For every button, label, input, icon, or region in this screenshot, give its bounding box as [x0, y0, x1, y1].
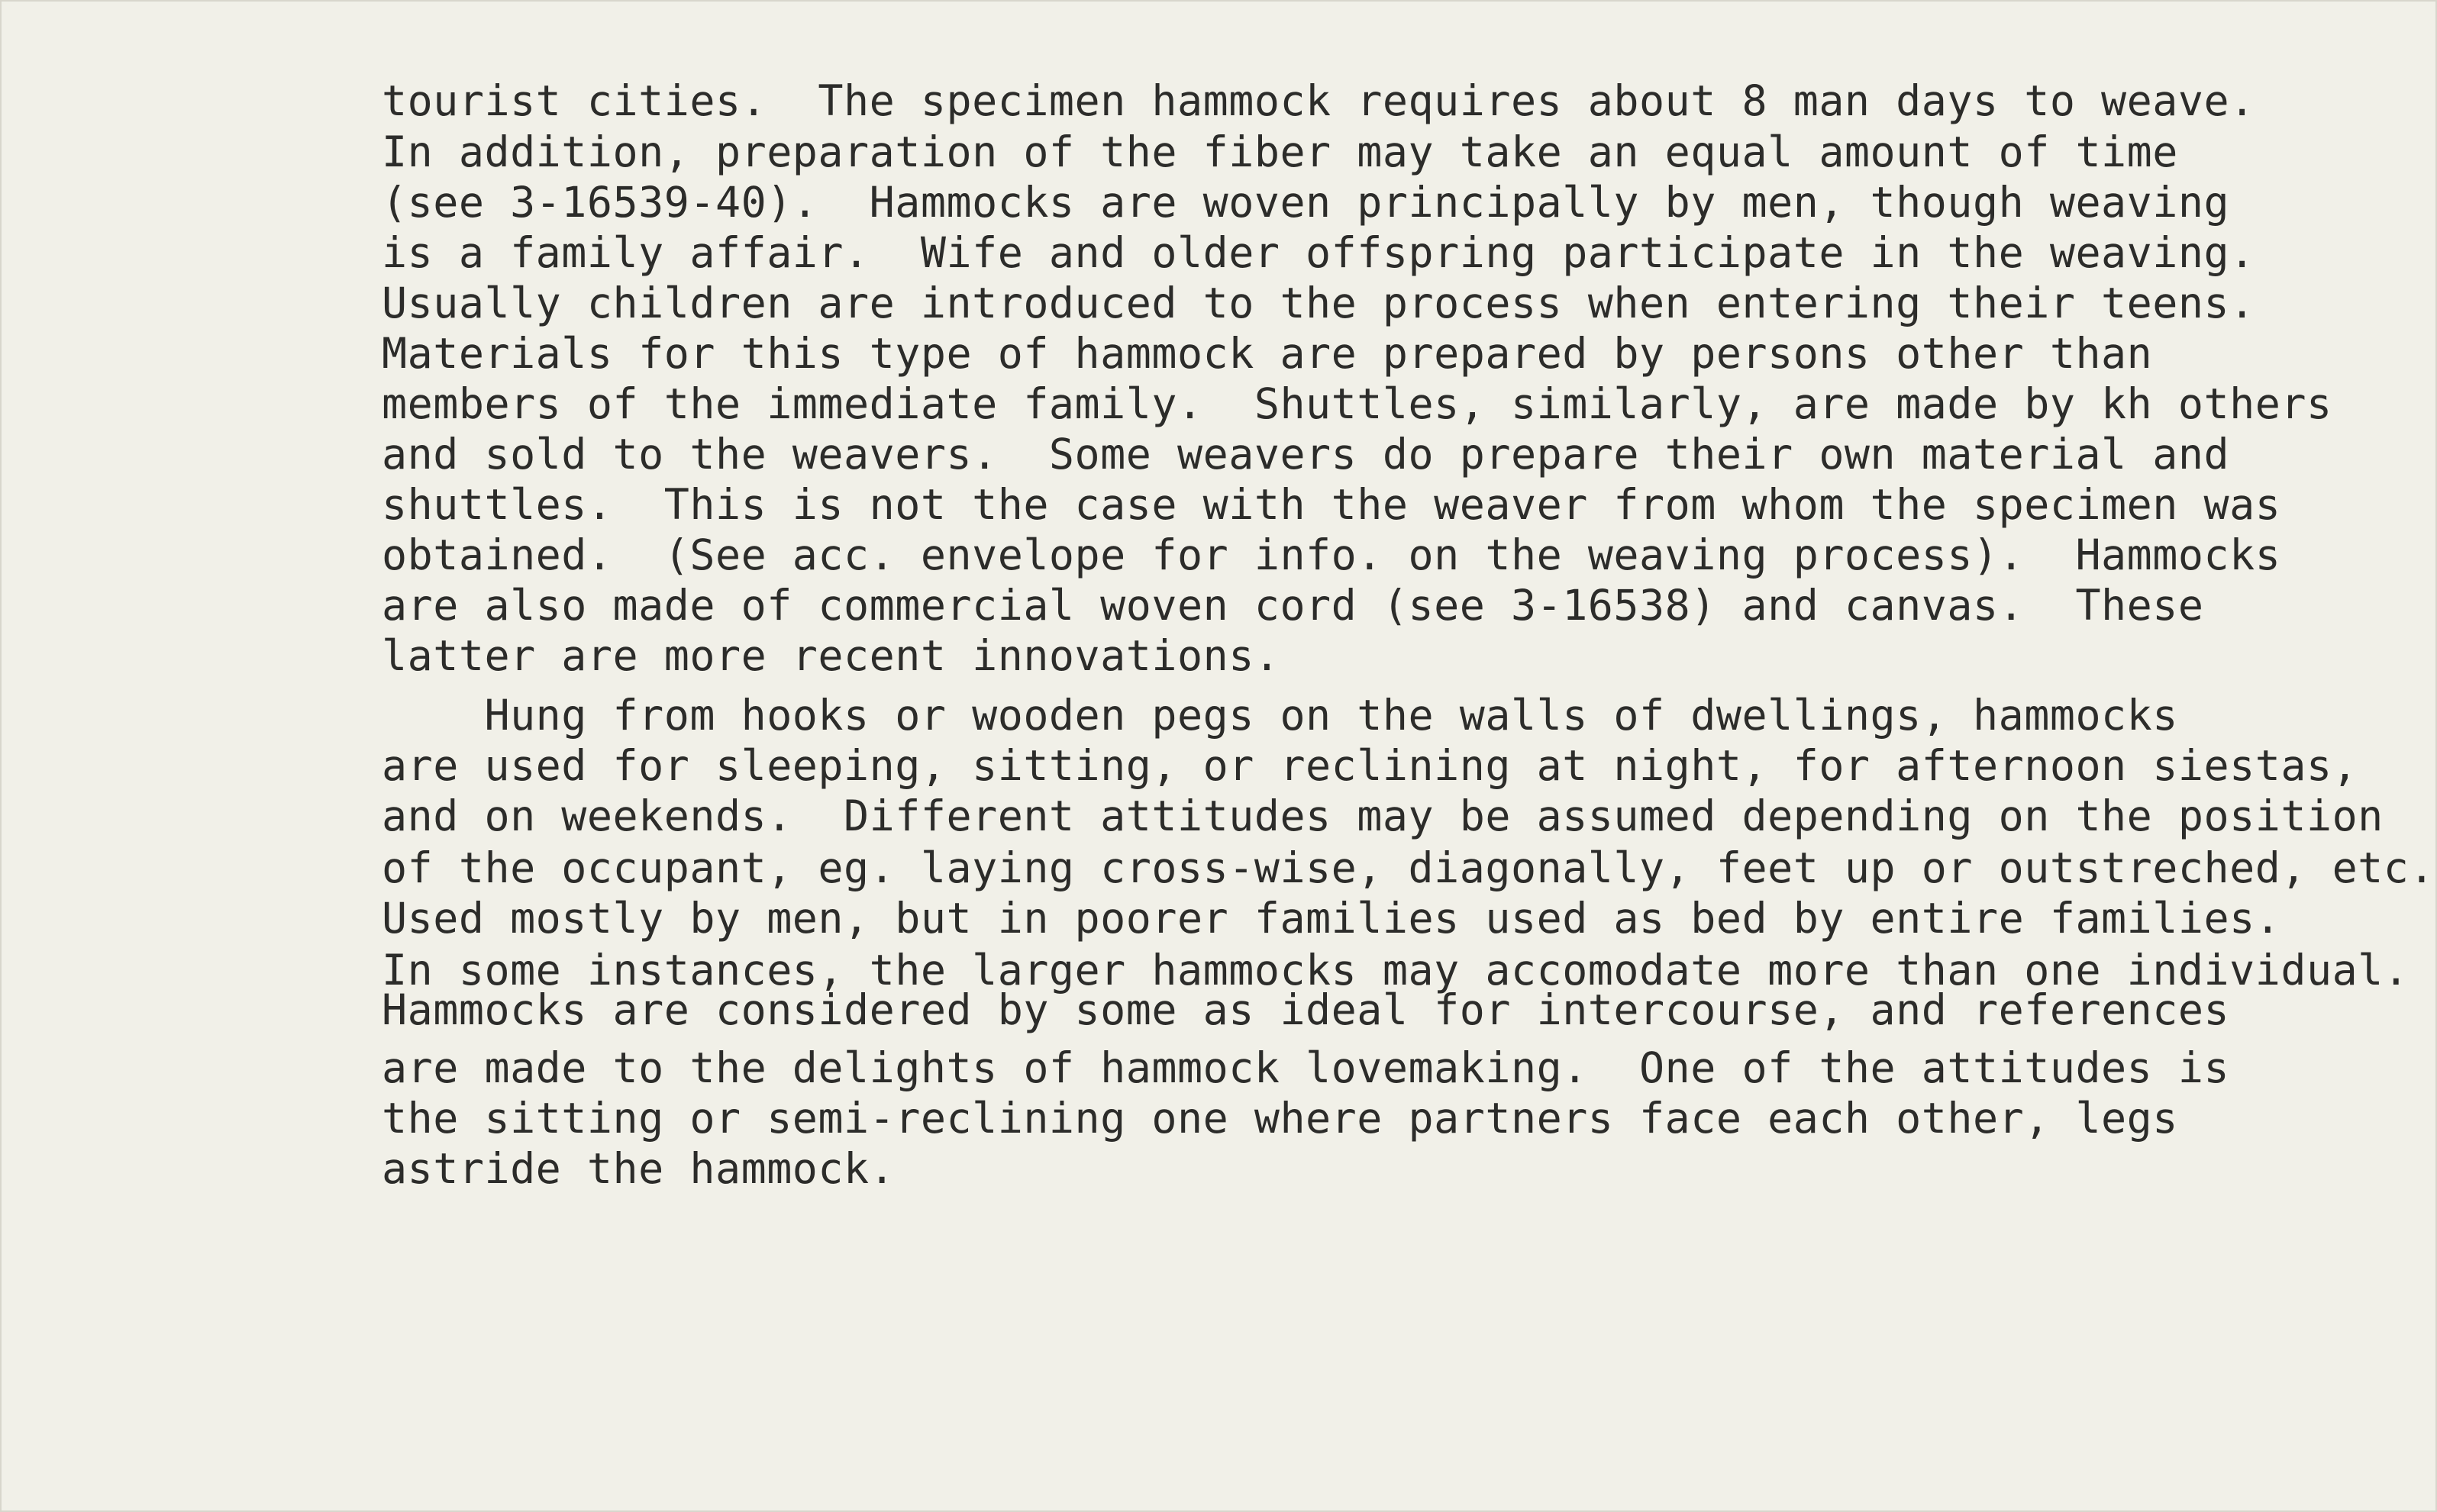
text-line: the sitting or semi-reclining one where partners face each other, legs — [382, 1094, 2178, 1143]
text-line: latter are more recent innovations. — [382, 631, 1280, 680]
text-line: and sold to the weavers. Some weavers do prepare their own material and — [382, 430, 2230, 479]
text-line: Hammocks are considered by some as ideal for intercourse, and references — [382, 985, 2230, 1034]
text-line: Usually children are introduced to the process when entering their teens. — [382, 279, 2255, 327]
text-line: Materials for this type of hammock are prepared by persons other than — [382, 329, 2153, 378]
text-line: obtained. (See acc. envelope for info. on the weaving process). Hammocks — [382, 530, 2281, 579]
text-line: of the occupant, eg. laying cross-wise, diagonally, feet up or outstreched, etc. — [382, 843, 2435, 892]
text-line: and on weekends. Different attitudes may be assumed depending on the position — [382, 791, 2384, 840]
text-line: astride the hammock. — [382, 1144, 896, 1193]
text-line: shuttles. This is not the case with the weaver from whom the specimen was — [382, 480, 2281, 529]
text-line: (see 3-16539-40). Hammocks are woven principally by men, though weaving — [382, 178, 2230, 227]
text-line: Hung from hooks or wooden pegs on the walls of dwellings, hammocks — [382, 691, 2178, 740]
text-line: are made to the delights of hammock lovemaking. One of the attitudes is — [382, 1043, 2230, 1092]
text-line: members of the immediate family. Shuttles, similarly, are made by kh others — [382, 379, 2332, 428]
text-line: In addition, preparation of the fiber may take an equal amount of time — [382, 127, 2178, 176]
text-line: are also made of commercial woven cord (see 3-16538) and canvas. These — [382, 581, 2204, 630]
text-line: are used for sleeping, sitting, or reclining at night, for afternoon siestas, — [382, 741, 2358, 790]
text-line: In some instances, the larger hammocks may accomodate more than one individual. — [382, 946, 2410, 995]
text-line: tourist cities. The specimen hammock requires about 8 man days to weave. — [382, 76, 2255, 125]
text-line: Used mostly by men, but in poorer families used as bed by entire families. — [382, 894, 2281, 943]
text-line: is a family affair. Wife and older offspring participate in the weaving. — [382, 228, 2255, 277]
